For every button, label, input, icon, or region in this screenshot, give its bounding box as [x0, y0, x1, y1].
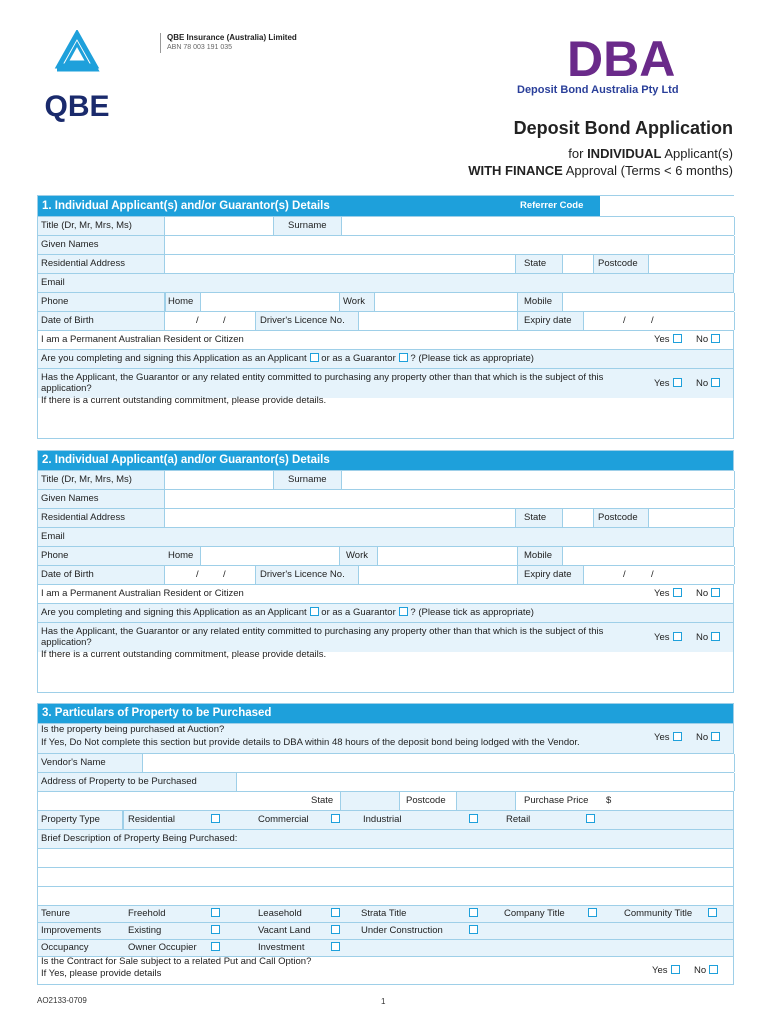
row-tenure: Tenure Freehold Leasehold Strata Title Company Title Community Title	[38, 905, 733, 922]
mobile-input[interactable]	[562, 293, 735, 311]
company-title-checkbox[interactable]	[588, 908, 597, 917]
row-put-call: Is the Contract for Sale subject to a related Put and Call Option? If Yes, please provide details Yes No	[38, 956, 733, 984]
row-title: Title (Dr, Mr, Mrs, Ms) Surname	[38, 216, 733, 235]
row-committed: Has the Applicant, the Guarantor or any related entity committed to purchasing any property other than that which is the subject of this application? Yes No	[38, 368, 733, 398]
licence-input[interactable]	[358, 312, 518, 330]
guarantor-checkbox[interactable]	[399, 353, 408, 362]
row-brief-line-2[interactable]	[38, 867, 733, 886]
investment-checkbox[interactable]	[331, 942, 340, 951]
auction-no-checkbox[interactable]	[711, 732, 720, 741]
row-property-address: Address of Property to be Purchased	[38, 772, 733, 791]
resident-no-checkbox[interactable]	[711, 334, 720, 343]
row-vendor: Vendor's Name	[38, 753, 733, 772]
leasehold-checkbox[interactable]	[331, 908, 340, 917]
row-brief-line-1[interactable]	[38, 848, 733, 867]
row-committed-2: Has the Applicant, the Guarantor or any related entity committed to purchasing any property other than that which is the subject of this application? Yes No	[38, 622, 733, 652]
guarantor-checkbox-2[interactable]	[399, 607, 408, 616]
resident-yes-checkbox[interactable]	[673, 334, 682, 343]
home-phone-input-2[interactable]	[200, 547, 340, 565]
row-outstanding: If there is a current outstanding commitment, please provide details.	[38, 398, 733, 438]
svg-text:DBA: DBA	[567, 31, 676, 82]
qbe-abn: ABN 78 003 191 035	[167, 44, 232, 51]
committed-no-checkbox-2[interactable]	[711, 632, 720, 641]
state-input-2[interactable]	[562, 509, 594, 527]
auction-yes-checkbox[interactable]	[673, 732, 682, 741]
put-call-no-checkbox[interactable]	[709, 965, 718, 974]
address-input-2[interactable]	[164, 509, 516, 527]
state-input[interactable]	[562, 255, 594, 273]
referrer-label: Referrer Code	[520, 200, 584, 211]
address-input[interactable]	[164, 255, 516, 273]
home-phone-input[interactable]	[200, 293, 340, 311]
industrial-checkbox[interactable]	[469, 814, 478, 823]
resident-yes-checkbox-2[interactable]	[673, 588, 682, 597]
row-brief-line-3[interactable]	[38, 886, 733, 905]
row-given-2: Given Names	[38, 489, 733, 508]
expiry-input-2[interactable]	[583, 566, 735, 584]
applicant-checkbox[interactable]	[310, 353, 319, 362]
row-brief: Brief Description of Property Being Purchased:	[38, 829, 733, 848]
section-1	[37, 195, 734, 439]
row-resident: I am a Permanent Australian Resident or Citizen Yes No	[38, 330, 733, 349]
committed-no-checkbox[interactable]	[711, 378, 720, 387]
resident-no-checkbox-2[interactable]	[711, 588, 720, 597]
commercial-checkbox[interactable]	[331, 814, 340, 823]
vendor-input[interactable]	[142, 754, 735, 772]
section-1-heading: 1. Individual Applicant(s) and/or Guarantor(s) Details Referrer Code	[38, 196, 733, 216]
qbe-logo	[37, 30, 117, 122]
section-3-heading: 3. Particulars of Property to be Purchased	[38, 704, 733, 723]
section-3	[37, 703, 734, 985]
retail-checkbox[interactable]	[586, 814, 595, 823]
section-2-heading: 2. Individual Applicant(a) and/or Guarantor(s) Details	[38, 451, 733, 470]
work-phone-input-2[interactable]	[377, 547, 518, 565]
surname-input-2[interactable]	[341, 471, 735, 489]
row-resident-2: I am a Permanent Australian Resident or Citizen Yes No	[38, 584, 733, 603]
freehold-checkbox[interactable]	[211, 908, 220, 917]
given-names-input-2[interactable]	[164, 490, 735, 508]
surname-input[interactable]	[341, 217, 735, 235]
row-signing-2: Are you completing and signing this Application as an Applicant or as a Guarantor ? (Please tick as appropriate)	[38, 603, 733, 622]
work-phone-input[interactable]	[374, 293, 518, 311]
page-title: Deposit Bond Application	[513, 118, 733, 138]
subtitle-2: WITH FINANCE Approval (Terms < 6 months)	[468, 163, 733, 178]
title-input-2[interactable]	[164, 471, 274, 489]
dba-logo	[567, 30, 677, 82]
row-auction: Is the property being purchased at Auction? If Yes, Do Not complete this section but provide details to DBA within 48 hours of the deposit bond being lodged with the Vendor. Yes No	[38, 723, 733, 753]
given-names-input[interactable]	[164, 236, 735, 254]
postcode-input[interactable]	[648, 255, 735, 273]
property-address-input[interactable]	[236, 773, 735, 791]
licence-input-2[interactable]	[358, 566, 518, 584]
row-phone: Phone Home Work Mobile	[38, 292, 733, 311]
applicant-checkbox-2[interactable]	[310, 607, 319, 616]
row-phone-2: Phone Home Work Mobile	[38, 546, 733, 565]
property-postcode-input[interactable]	[456, 792, 516, 810]
row-outstanding-2: If there is a current outstanding commitment, please provide details.	[38, 652, 733, 692]
row-email: Email	[38, 273, 733, 292]
form-code: AO2133-0709	[37, 996, 87, 1005]
row-address: Residential Address State Postcode	[38, 254, 733, 273]
row-address-2: Residential Address State Postcode	[38, 508, 733, 527]
row-email-2: Email	[38, 527, 733, 546]
property-state-input[interactable]	[340, 792, 400, 810]
row-title-2: Title (Dr, Mr, Mrs, Ms) Surname	[38, 470, 733, 489]
existing-checkbox[interactable]	[211, 925, 220, 934]
page-number: 1	[381, 997, 386, 1006]
referrer-input[interactable]	[600, 196, 735, 216]
vacant-land-checkbox[interactable]	[331, 925, 340, 934]
svg-text:QBE: QBE	[44, 90, 110, 122]
title-input[interactable]	[164, 217, 274, 235]
mobile-input-2[interactable]	[562, 547, 735, 565]
section-2	[37, 450, 734, 693]
row-signing: Are you completing and signing this Application as an Applicant or as a Guarantor ? (Please tick as appropriate)	[38, 349, 733, 368]
community-title-checkbox[interactable]	[708, 908, 717, 917]
under-construction-checkbox[interactable]	[469, 925, 478, 934]
dob-input-2[interactable]	[164, 566, 256, 584]
row-property-type: Property Type Residential Commercial Industrial Retail	[38, 810, 733, 829]
postcode-input-2[interactable]	[648, 509, 735, 527]
qbe-company: QBE Insurance (Australia) Limited ABN 78 003 191 035	[160, 33, 297, 53]
committed-yes-checkbox[interactable]	[673, 378, 682, 387]
row-improvements: Improvements Existing Vacant Land Under Construction	[38, 922, 733, 939]
dob-input[interactable]	[164, 312, 256, 330]
strata-checkbox[interactable]	[469, 908, 478, 917]
residential-checkbox[interactable]	[211, 814, 220, 823]
owner-occupier-checkbox[interactable]	[211, 942, 220, 951]
subtitle-1: for INDIVIDUAL Applicant(s)	[568, 146, 733, 161]
row-given: Given Names	[38, 235, 733, 254]
committed-yes-checkbox-2[interactable]	[673, 632, 682, 641]
row-dob: Date of Birth / / Driver's Licence No. Expiry date / /	[38, 311, 733, 330]
dba-name: Deposit Bond Australia Pty Ltd	[517, 84, 679, 96]
row-state-price: State Postcode Purchase Price $	[38, 791, 733, 810]
put-call-yes-checkbox[interactable]	[671, 965, 680, 974]
expiry-input[interactable]	[583, 312, 735, 330]
row-occupancy: Occupancy Owner Occupier Investment	[38, 939, 733, 956]
row-dob-2: Date of Birth / / Driver's Licence No. Expiry date / /	[38, 565, 733, 584]
